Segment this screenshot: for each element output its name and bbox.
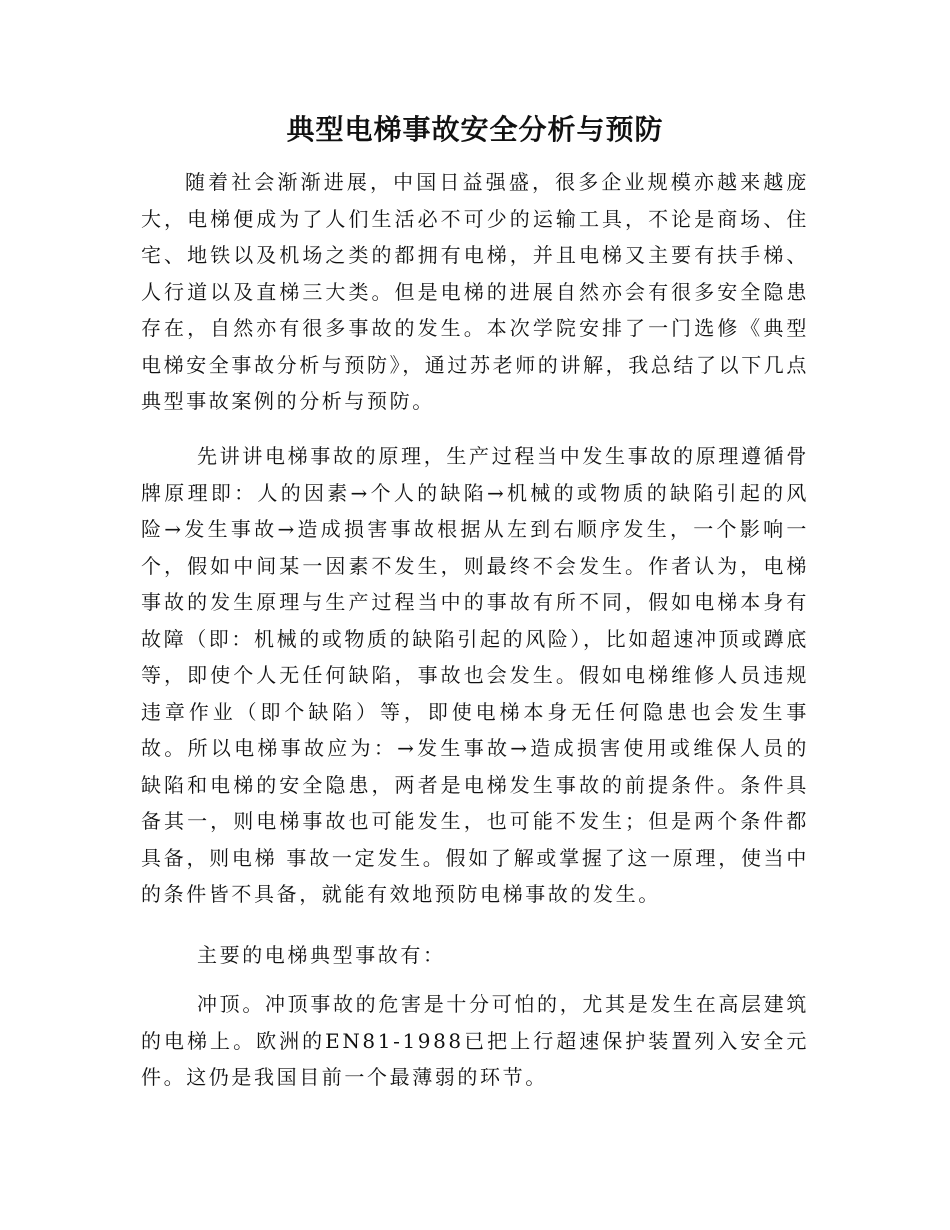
paragraph-typical-accidents: 主要的电梯典型事故有：: [197, 943, 446, 967]
paragraph-overtravel: 冲顶。冲顶事故的危害是十分可怕的，尤其是发生在高层建筑的电梯上。欧洲的EN81-1988已把上行超速保护装置列入安全元件。这仍是我国目前一个最薄弱的环节。: [141, 992, 809, 1089]
paragraph-intro: 随着社会渐渐进展，中国日益强盛，很多企业规模亦越来越庞大，电梯便成为了人们生活必不可少的运输工具，不论是商场、住宅、地铁以及机场之类的都拥有电梯，并且电梯又主要有扶手梯、人行道以及直梯三大类。但是电梯的进展自然亦会有很多安全隐患存在，自然亦有很多事故的发生。本次学院安排了一门选修《典型电梯安全事故分析与预防》，通过苏老师的讲解，我总结了以下几点典型事故案例的分析与预防。: [141, 170, 809, 413]
paragraph-principle: 先讲讲电梯事故的原理，生产过程当中发生事故的原理遵循骨牌原理即：人的因素→个人的缺陷→机械的或物质的缺陷引起的风险→发生事故→造成损害事故根据从左到右顺序发生，一个影响一个，假如中间某一因素不发生，则最终不会发生。作者认为，电梯事故的发生原理与生产过程当中的事故有所不同，假如电梯本身有故障（即：机械的或物质的缺陷引起的风险），比如超速冲顶或蹲底等，即使个人无任何缺陷，事故也会发生。假如电梯维修人员违规违章作业（即个缺陷）等，即使电梯本身无任何隐患也会发生事故。所以电梯事故应为：→发生事故→造成损害使用或维保人员的缺陷和电梯的安全隐患，两者是电梯发生事故的前提条件。条件具备其一，则电梯事故也可能发生，也可能不发生；但是两个条件都具备，则电梯 事故一定发生。假如了解或掌握了这一原理，使当中的条件皆不具备，就能有效地预防电梯事故的发生。: [141, 444, 809, 906]
document-title: 典型电梯事故安全分析与预防: [286, 113, 664, 146]
